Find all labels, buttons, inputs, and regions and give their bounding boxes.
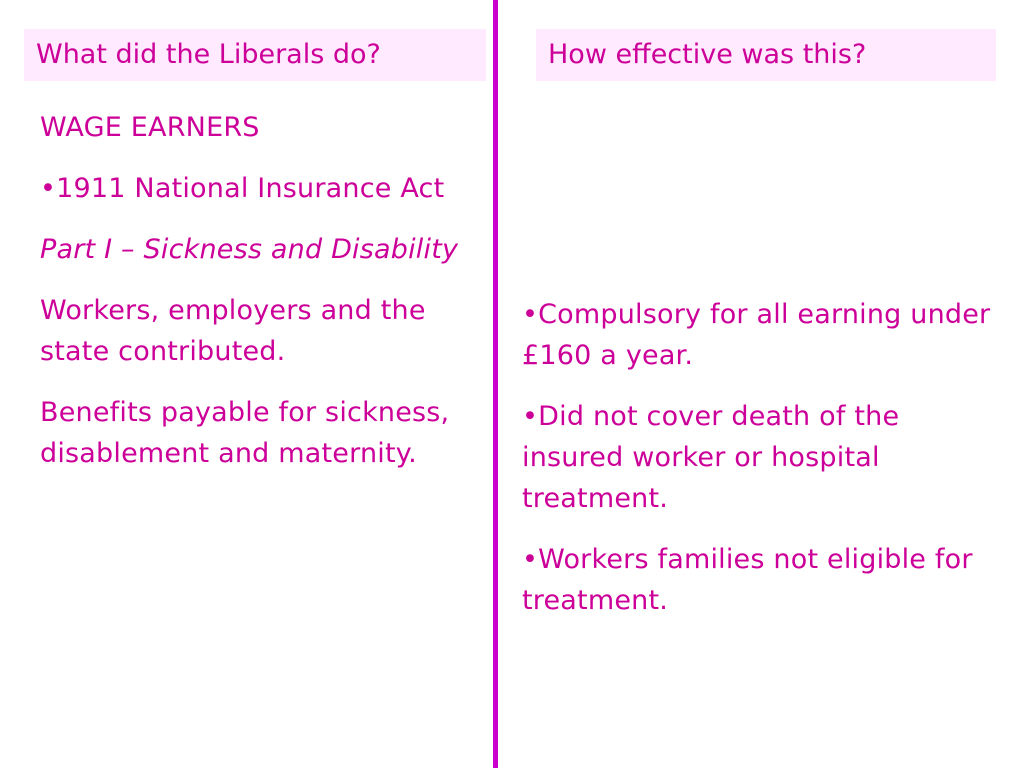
right-column xyxy=(522,294,992,641)
insurance-act-bullet: •1911 National Insurance Act xyxy=(40,173,445,204)
right-column-header: How effective was this? xyxy=(536,29,996,81)
effectiveness-point: •Compulsory for all earning under £160 a year. xyxy=(522,299,991,371)
benefits-text: Benefits payable for sickness, disablement and maternity. xyxy=(40,397,450,469)
part-one-heading: Part I – Sickness and Disability xyxy=(40,234,459,265)
column-divider xyxy=(493,0,498,768)
wage-earners-heading: WAGE EARNERS xyxy=(40,112,260,143)
left-column-header: What did the Liberals do? xyxy=(24,29,486,81)
effectiveness-point: •Workers families not eligible for treatment. xyxy=(522,544,973,616)
effectiveness-point: •Did not cover death of the insured worker or hospital treatment. xyxy=(522,401,900,514)
left-column xyxy=(40,107,480,494)
contributions-text: Workers, employers and the state contributed. xyxy=(40,295,426,367)
